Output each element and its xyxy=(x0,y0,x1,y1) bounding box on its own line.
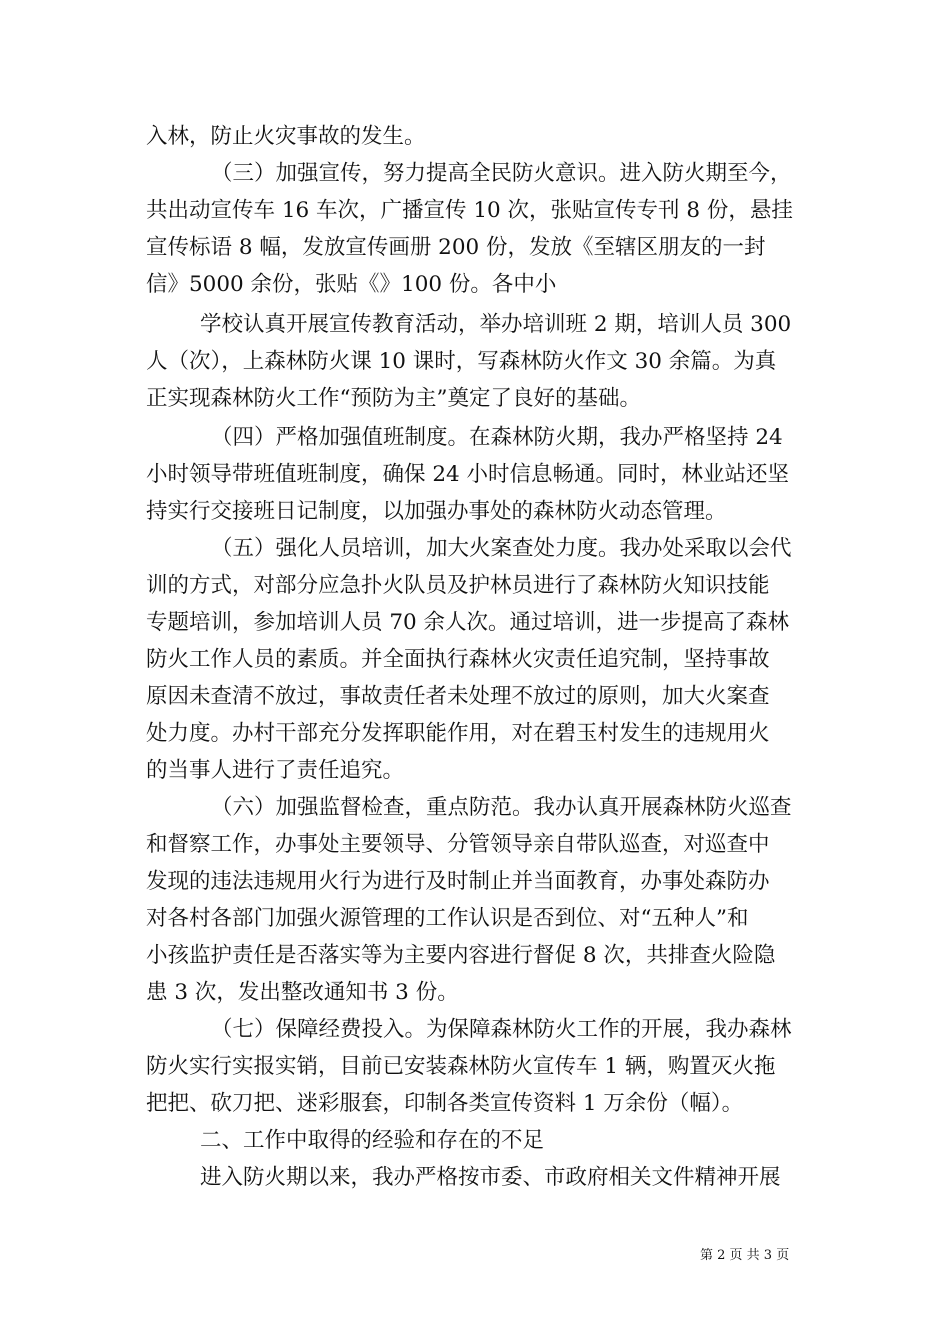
text-line: 防火工作人员的素质。并全面执行森林火灾责任追究制，坚持事故 xyxy=(146,647,770,672)
text-line: 人（次），上森林防火课 10 课时，写森林防火作文 30 余篇。为真 xyxy=(146,349,777,374)
text-line: 把把、砍刀把、迷彩服套，印制各类宣传资料 1 万余份（幅）。 xyxy=(146,1091,744,1116)
text-line: 小孩监护责任是否落实等为主要内容进行督促 8 次，共排查火险隐 xyxy=(146,943,776,968)
section-heading: 二、工作中取得的经验和存在的不足 xyxy=(200,1128,545,1153)
page-number: 第 2 页 共 3 页 xyxy=(700,1248,790,1263)
text-line: 处力度。办村干部充分发挥职能作用，对在碧玉村发生的违规用火 xyxy=(146,721,770,746)
text-line: （七）保障经费投入。为保障森林防火工作的开展，我办森林 xyxy=(211,1017,792,1042)
text-line: （六）加强监督检查，重点防范。我办认真开展森林防火巡查 xyxy=(211,795,792,820)
text-line: 入林，防止火灾事故的发生。 xyxy=(146,124,426,149)
text-line: 患 3 次，发出整改通知书 3 份。 xyxy=(146,980,459,1005)
text-line: （四）严格加强值班制度。在森林防火期，我办严格坚持 24 xyxy=(211,425,783,450)
text-line: 信》5000 余份，张贴《》100 份。各中小 xyxy=(146,272,557,297)
text-line: 正实现森林防火工作“预防为主”奠定了良好的基础。 xyxy=(146,386,641,411)
text-line: 防火实行实报实销，目前已安装森林防火宣传车 1 辆，购置灭火拖 xyxy=(146,1054,776,1079)
text-line: 原因未查清不放过，事故责任者未处理不放过的原则，加大火案查 xyxy=(146,684,770,709)
text-line: 宣传标语 8 幅，发放宣传画册 200 份，发放《至辖区朋友的一封 xyxy=(146,235,766,260)
text-line: 训的方式，对部分应急扑火队员及护林员进行了森林防火知识技能 xyxy=(146,573,770,598)
text-line: 对各村各部门加强火源管理的工作认识是否到位、对“五种人”和 xyxy=(146,906,749,931)
text-line: 的当事人进行了责任追究。 xyxy=(146,758,405,783)
text-line: 和督察工作，办事处主要领导、分管领导亲自带队巡查，对巡查中 xyxy=(146,832,770,857)
text-line: 专题培训，参加培训人员 70 余人次。通过培训，进一步提高了森林 xyxy=(146,610,790,635)
text-line: （五）强化人员培训，加大火案查处力度。我办处采取以会代 xyxy=(211,536,792,561)
text-line: （三）加强宣传，努力提高全民防火意识。进入防火期至今， xyxy=(211,161,792,186)
text-line: 发现的违法违规用火行为进行及时制止并当面教育，办事处森防办 xyxy=(146,869,770,894)
text-line: 共出动宣传车 16 车次，广播宣传 10 次，张贴宣传专刊 8 份，悬挂 xyxy=(146,198,793,223)
text-line: 进入防火期以来，我办严格按市委、市政府相关文件精神开展 xyxy=(200,1165,781,1190)
text-line: 小时领导带班值班制度，确保 24 小时信息畅通。同时，林业站还坚 xyxy=(146,462,790,487)
text-line: 学校认真开展宣传教育活动，举办培训班 2 期，培训人员 300 xyxy=(200,312,792,337)
text-line: 持实行交接班日记制度，以加强办事处的森林防火动态管理。 xyxy=(146,499,727,524)
